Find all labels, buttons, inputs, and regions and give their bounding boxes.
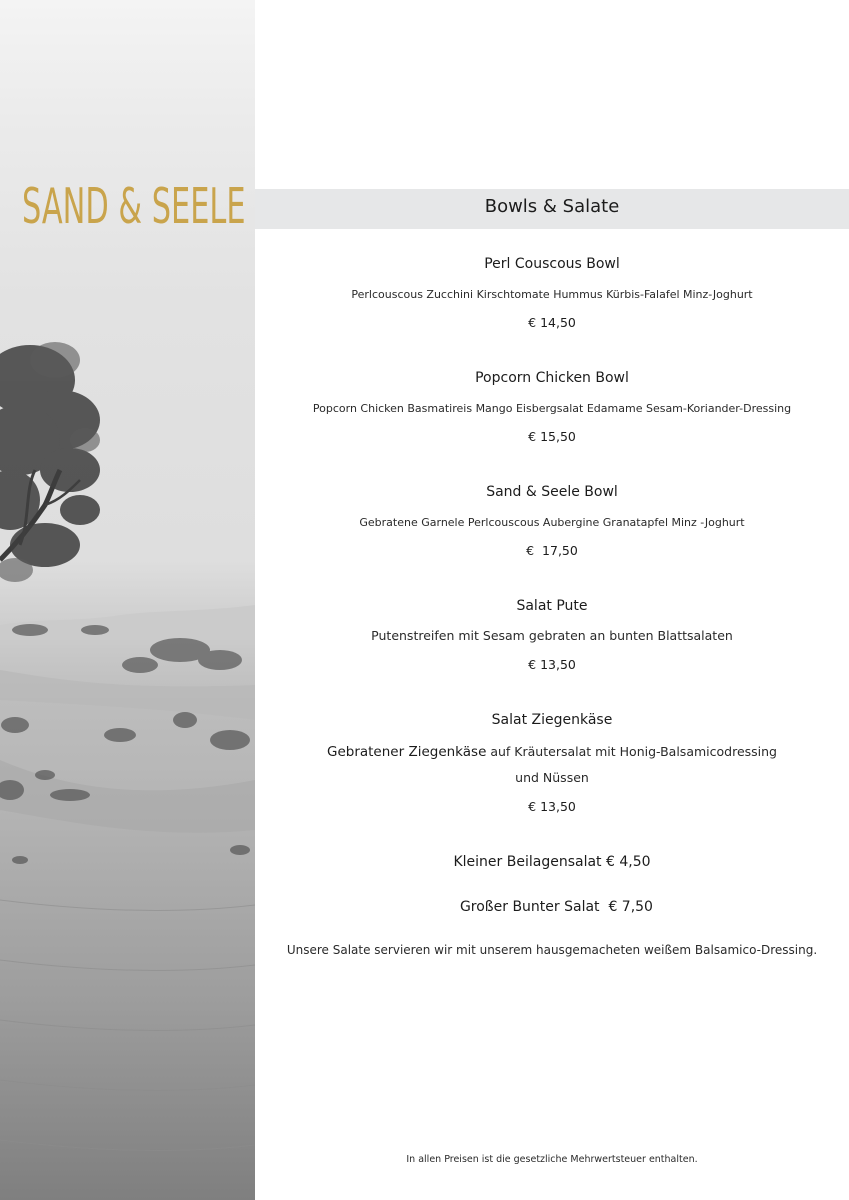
item-description: Perlcouscous Zucchini Kirschtomate Hummus Kürbis-Falafel Minz-Joghurt — [351, 288, 753, 301]
item-description: Gebratene Garnele Perlcouscous Aubergine Granatapfel Minz -Joghurt — [359, 516, 745, 529]
item-price: € 14,50 — [528, 315, 576, 330]
menu-item-description-cont-wrap — [255, 770, 849, 785]
menu-item-price-wrap — [255, 799, 849, 814]
side-label: Kleiner Beilagensalat — [453, 854, 602, 870]
menu-item-price-wrap — [255, 315, 849, 330]
menu-item — [255, 256, 849, 272]
menu-item-price-wrap — [255, 657, 849, 672]
side-salad-large — [255, 883, 849, 915]
menu-item-description-wrap — [255, 288, 849, 301]
side-label: Großer Bunter Salat — [459, 899, 604, 915]
item-price: € 13,50 — [528, 657, 576, 672]
dressing-note: Unsere Salate servieren wir mit unserem hausgemacheten weißem Balsamico-Dressing. — [286, 943, 818, 957]
side-price: € 7,50 — [608, 899, 653, 915]
menu-item-description-wrap — [255, 516, 849, 529]
item-name: Popcorn Chicken Bowl — [475, 370, 629, 386]
item-description: Popcorn Chicken Basmatireis Mango Eisbergsalat Edamame Sesam-Koriander-Dressing — [312, 402, 792, 415]
item-price: € 17,50 — [526, 543, 578, 558]
menu-item — [255, 484, 849, 500]
section-title: Bowls & Salate — [484, 196, 620, 217]
menu-item-description-wrap — [255, 402, 849, 415]
item-description-lead: Gebratener Ziegenkäse — [326, 744, 487, 760]
item-name: Perl Couscous Bowl — [484, 256, 620, 272]
item-description-rest: auf Kräutersalat mit Honig-Balsamicodressing — [486, 744, 777, 759]
item-name: Salat Pute — [516, 598, 588, 614]
item-name: Salat Ziegenkäse — [491, 712, 613, 728]
menu-item-description-wrap — [255, 628, 849, 643]
menu-item-price-wrap — [255, 543, 849, 558]
side-price: € 4,50 — [605, 854, 651, 870]
menu-item — [255, 598, 849, 614]
brand-logo: SAND & SEELE — [22, 178, 246, 235]
item-description-cont: und Nüssen — [515, 770, 589, 785]
item-description: Putenstreifen mit Sesam gebraten an bunten Blattsalaten — [371, 628, 733, 643]
menu-item — [255, 712, 849, 728]
vat-footer-note: In allen Preisen ist die gesetzliche Mehrwertsteuer enthalten. — [406, 1154, 698, 1165]
menu-item-description-wrap — [255, 741, 849, 760]
menu-item-price-wrap — [255, 429, 849, 444]
item-price: € 15,50 — [528, 429, 576, 444]
menu-item — [255, 370, 849, 386]
side-salad-small — [255, 854, 849, 870]
item-price: € 13,50 — [528, 799, 576, 814]
item-name: Sand & Seele Bowl — [486, 484, 618, 500]
